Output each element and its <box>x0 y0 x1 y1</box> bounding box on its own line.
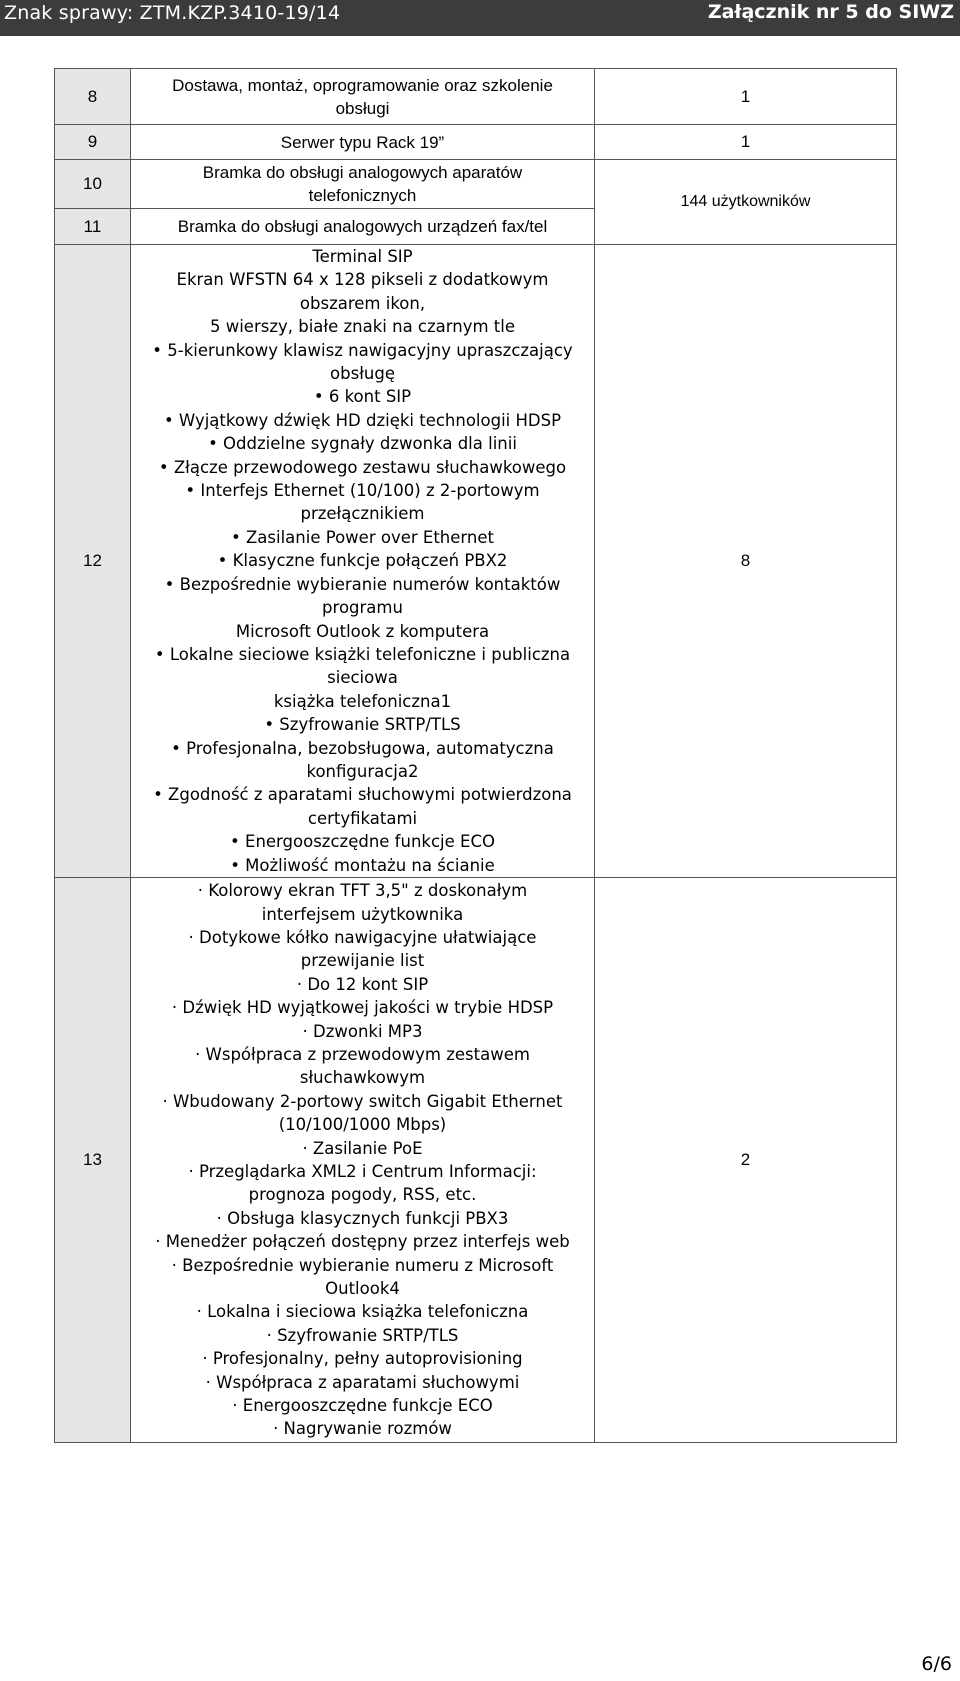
description-line: • Zasilanie Power over Ethernet <box>231 527 494 547</box>
description-line: • Szyfrowanie SRTP/TLS <box>264 715 461 735</box>
description-line: · Szyfrowanie SRTP/TLS <box>266 1325 459 1345</box>
row-description <box>131 245 595 878</box>
description-line: 5 wierszy, białe znaki na czarnym tle <box>209 317 516 337</box>
description-line: telefonicznych <box>308 186 417 205</box>
description-line: sieciowa <box>327 668 398 688</box>
description-line: • Lokalne sieciowe książki telefoniczne i publiczna <box>154 644 571 664</box>
row-number: 13 <box>55 877 131 1442</box>
description-line: • Profesjonalna, bezobsługowa, automatyczna <box>171 738 554 758</box>
description-line: • 5-kierunkowy klawisz nawigacyjny upraszczający <box>152 340 573 360</box>
row-number: 12 <box>55 245 131 878</box>
row-quantity: 8 <box>595 245 897 878</box>
description-line: · Lokalna i sieciowa książka telefoniczna <box>196 1302 529 1322</box>
table-row <box>55 125 897 160</box>
description-line: · Dźwięk HD wyjątkowej jakości w trybie HDSP <box>171 998 554 1018</box>
description-line: Microsoft Outlook z komputera <box>235 621 490 641</box>
attachment-label: Załącznik nr 5 do SIWZ <box>707 1 954 23</box>
description-line: słuchawkowym <box>299 1068 426 1088</box>
row-number: 10 <box>55 160 131 209</box>
description-line: · Zasilanie PoE <box>302 1138 423 1158</box>
description-line: • Oddzielne sygnały dzwonka dla linii <box>208 434 517 454</box>
description-line: Serwer typu Rack 19” <box>280 132 445 152</box>
description-line: Outlook4 <box>325 1279 400 1298</box>
row-quantity: 1 <box>595 125 897 160</box>
description-line: · Współpraca z aparatami słuchowymi <box>205 1372 520 1392</box>
description-line: • Bezpośrednie wybieranie numerów kontaktów <box>164 574 561 594</box>
table-row <box>55 245 897 878</box>
description-line: • Zgodność z aparatami słuchowymi potwierdzona <box>153 785 572 805</box>
description-line: Bramka do obsługi analogowych aparatów <box>202 163 523 182</box>
row-description <box>131 160 595 209</box>
description-line: · Obsługa klasycznych funkcji PBX3 <box>216 1208 509 1228</box>
description-line: · Do 12 kont SIP <box>296 974 429 994</box>
description-line: (10/100/1000 Mbps) <box>278 1115 447 1135</box>
table-row <box>55 877 897 1442</box>
description-line: obsługę <box>330 364 395 384</box>
description-line: obszarem ikon, <box>299 293 426 313</box>
description-line: · Dzwonki MP3 <box>302 1021 423 1041</box>
description-line: • Możliwość montażu na ścianie <box>230 855 495 875</box>
description-line: • Interfejs Ethernet (10/100) z 2-portowym <box>185 481 540 501</box>
description-line: książka telefoniczna1 <box>273 691 452 711</box>
description-line: · Wbudowany 2-portowy switch Gigabit Ethernet <box>162 1091 563 1111</box>
description-line: przełącznikiem <box>300 504 425 524</box>
description-line: certyfikatami <box>307 808 418 828</box>
description-line: konfiguracja2 <box>306 761 419 781</box>
page-header <box>0 0 960 36</box>
description-line: · Bezpośrednie wybieranie numeru z Microsoft <box>171 1255 554 1275</box>
description-line: Dostawa, montaż, oprogramowanie oraz szkolenie <box>172 75 553 95</box>
description-line: Bramka do obsługi analogowych urządzeń fax/tel <box>177 217 548 236</box>
page-number: 6/6 <box>921 1653 952 1675</box>
table-row <box>55 69 897 125</box>
description-line: · Energooszczędne funkcje ECO <box>232 1396 493 1416</box>
row-number: 8 <box>55 69 131 125</box>
description-line: • 6 kont SIP <box>313 387 412 407</box>
description-line: programu <box>322 598 403 618</box>
row-quantity: 2 <box>595 877 897 1442</box>
row-description <box>131 69 595 125</box>
table-row <box>55 160 897 209</box>
description-line: obsługi <box>335 98 390 118</box>
description-line: interfejsem użytkownika <box>261 904 464 924</box>
case-number: Znak sprawy: ZTM.KZP.3410-19/14 <box>4 2 341 24</box>
description-line: · Menedżer połączeń dostępny przez interfejs web <box>155 1232 570 1252</box>
specification-table <box>54 68 897 1443</box>
description-line: · Kolorowy ekran TFT 3,5" z doskonałym <box>197 881 528 901</box>
row-description <box>131 877 595 1442</box>
row-quantity: 1 <box>595 69 897 125</box>
description-line: • Klasyczne funkcje połączeń PBX2 <box>217 551 508 571</box>
description-line: • Złącze przewodowego zestawu słuchawkowego <box>158 457 567 477</box>
row-description <box>131 125 595 160</box>
row-number: 9 <box>55 125 131 160</box>
description-line: · Przeglądarka XML2 i Centrum Informacji: <box>188 1161 537 1181</box>
description-line: · Nagrywanie rozmów <box>273 1419 452 1439</box>
description-line: Terminal SIP <box>312 247 413 266</box>
description-line: · Profesjonalny, pełny autoprovisioning <box>202 1349 523 1369</box>
description-line: przewijanie list <box>300 951 425 971</box>
description-line: · Współpraca z przewodowym zestawem <box>195 1044 530 1064</box>
row-number: 11 <box>55 209 131 245</box>
description-line: • Wyjątkowy dźwięk HD dzięki technologii HDSP <box>163 410 562 430</box>
row-quantity: 144 użytkowników <box>595 160 897 245</box>
description-line: • Energooszczędne funkcje ECO <box>230 832 495 852</box>
description-line: Ekran WFSTN 64 x 128 pikseli z dodatkowym <box>176 270 549 290</box>
description-line: prognoza pogody, RSS, etc. <box>248 1185 477 1205</box>
description-line: · Dotykowe kółko nawigacyjne ułatwiające <box>188 927 537 947</box>
row-description <box>131 209 595 245</box>
